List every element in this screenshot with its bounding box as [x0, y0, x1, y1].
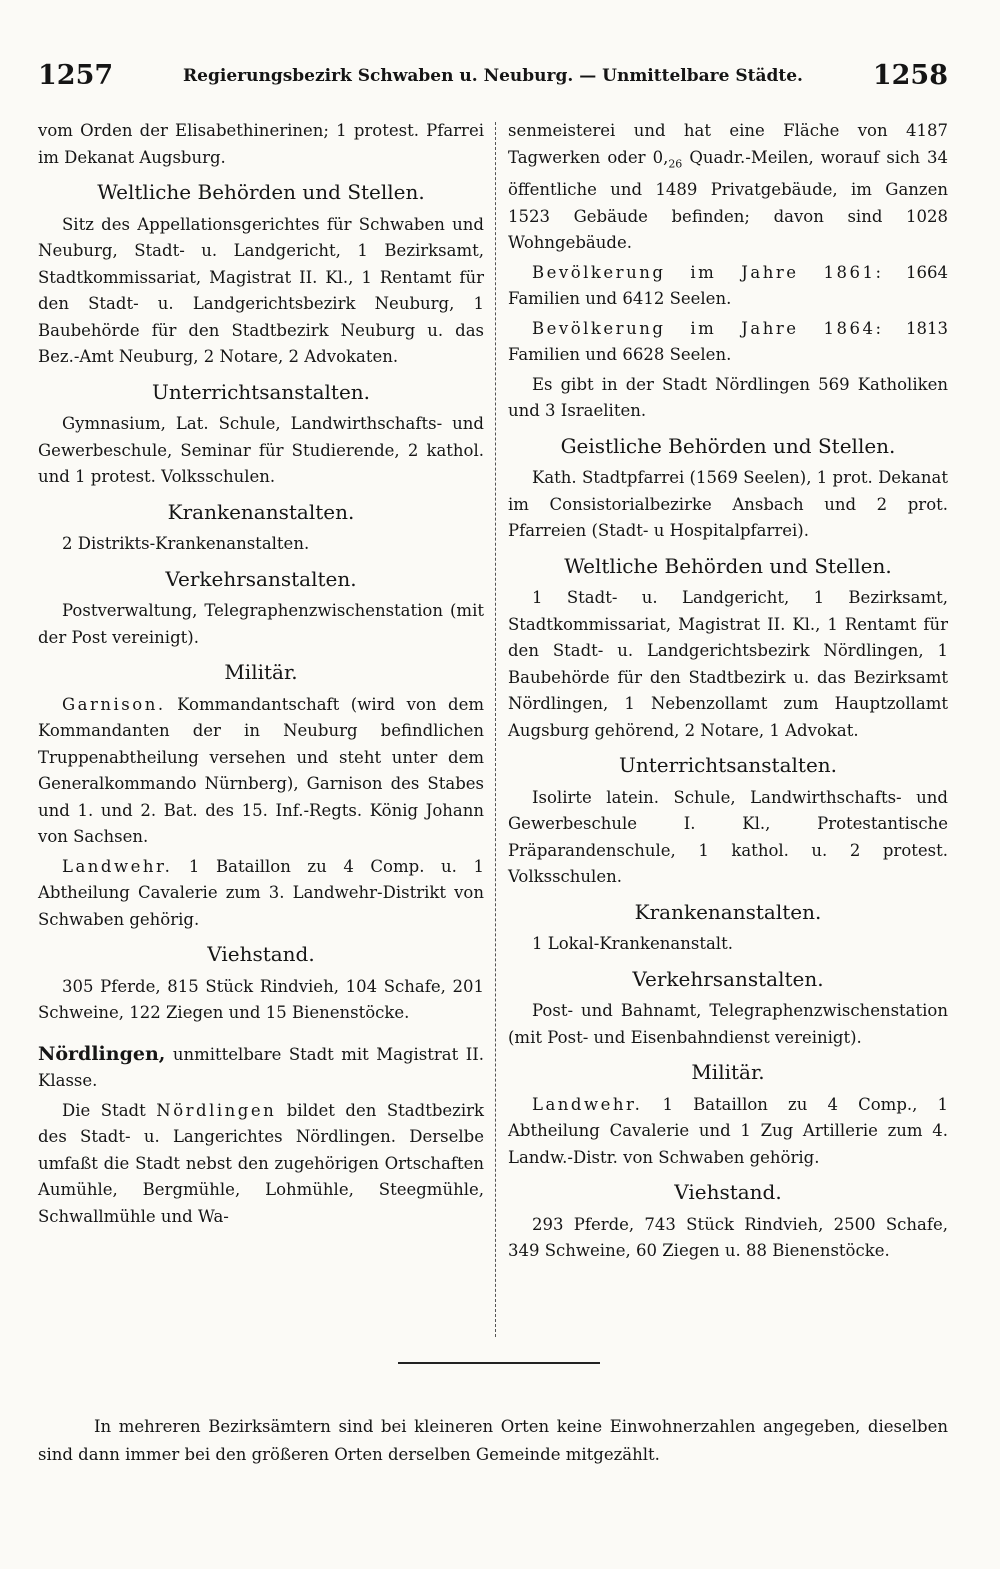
section-heading: Verkehrsanstalten.: [632, 966, 824, 991]
section-heading: Krankenanstalten.: [634, 899, 822, 924]
section-heading: Unterrichtsanstalten.: [151, 379, 371, 404]
paragraph: Bevölkerung im Jahre 1864: 1813 Familien und 6628 Seelen.: [508, 318, 949, 365]
paragraph: [38, 692, 484, 851]
section-heading: Weltliche Behörden und Stellen.: [564, 553, 892, 578]
paragraph-text: unmittelbare Stadt mit Magistrat II. Klasse.: [38, 1044, 484, 1090]
paragraph: vom Orden der Elisabethinerinen; 1 protest. Pfarrei im Dekanat Augsburg.: [38, 121, 484, 167]
spaced-label: Landwehr.: [62, 856, 173, 876]
footnote: In mehreren Bezirksämtern sind bei kleineren Orten keine Einwohnerzahlen angegeben, dieselben sind dann immer bei den größeren Orten derselben Gemeinde mitgezählt.: [38, 1417, 948, 1464]
running-title: Regierungsbezirk Schwaben u. Neuburg. — Unmittelbare Städte.: [183, 66, 803, 86]
section-heading: Viehstand.: [674, 1180, 782, 1205]
section-heading: Verkehrsanstalten.: [165, 566, 357, 591]
section-heading: Geistliche Behörden und Stellen.: [560, 433, 896, 458]
spaced-label: Landwehr.: [532, 1094, 643, 1114]
paragraph: [38, 854, 484, 934]
paragraph: Die Stadt Nördlingen bildet den Stadtbezirk des Stadt- u. Langerichtes Nördlingen. Derselbe umfaßt die Stadt nebst den zugehörigen Ortschaften Aumühle, Bergmühle, Lohmühle, Steegmühle, Schwallmühle und Wa-: [38, 1100, 485, 1226]
page-number-right: 1258: [872, 60, 948, 91]
spaced-name: Nördlingen: [156, 1100, 277, 1120]
subscript: 26: [668, 156, 683, 170]
paragraph: 2 Distrikts-Krankenanstalten.: [62, 534, 310, 553]
footnote-rule: [398, 1362, 600, 1364]
paragraph: Isolirte latein. Schule, Landwirthschafts- und Gewerbeschule I. Kl., Protestantische Präparandenschule, 1 kathol. u. 2 protest. Volksschulen.: [508, 787, 948, 887]
page-header: [38, 60, 948, 94]
paragraph-text: 1 Bataillon zu 4 Comp. u. 1 Abtheilung Cavalerie zum 3. Landwehr-Distrikt von Schwaben gehörig.: [38, 856, 484, 929]
paragraph: 1 Stadt- u. Landgericht, 1 Bezirksamt, Stadtkommissariat, Magistrat II. Kl., 1 Rentamt für den Stadt- u. Landgerichtsbezirk Nördlingen, 1 Baubehörde für den Stadtbezirk u. das Bezirksamt Nördlingen, 1 Nebenzollamt zum Hauptzollamt Augsburg gehörend, 2 Notare, 1 Advokat.: [508, 588, 948, 740]
section-heading: Krankenanstalten.: [167, 499, 355, 524]
section-heading: Militär.: [224, 660, 298, 684]
spaced-label: Bevölkerung im Jahre 1861:: [532, 262, 884, 282]
paragraph: Kath. Stadtpfarrei (1569 Seelen), 1 prot. Dekanat im Consistorialbezirke Ansbach und 2 prot. Pfarreien (Stadt- u Hospitalpfarrei).: [508, 468, 948, 541]
column-divider: [495, 122, 496, 1337]
paragraph: Gymnasium, Lat. Schule, Landwirthschafts- und Gewerbeschule, Seminar für Studierende, 2 kathol. und 1 protest. Volksschulen.: [38, 414, 484, 486]
paragraph: 293 Pferde, 743 Stück Rindvieh, 2500 Schafe, 349 Schweine, 60 Ziegen u. 88 Bienenstöcke.: [508, 1214, 948, 1261]
paragraph: 1 Lokal-Krankenanstalt.: [532, 934, 733, 954]
section-heading: Unterrichtsanstalten.: [618, 753, 838, 778]
paragraph: Post- und Bahnamt, Telegraphenzwischenstation (mit Post- und Eisenbahndienst vereinigt).: [508, 1001, 948, 1047]
section-heading: Weltliche Behörden und Stellen.: [97, 180, 425, 204]
paragraph: Bevölkerung im Jahre 1861: 1664 Familien und 6412 Seelen.: [508, 262, 949, 309]
page-number-left: 1257: [38, 60, 114, 91]
right-column: [508, 118, 948, 1268]
paragraph: Landwehr. 1 Bataillon zu 4 Comp., 1 Abtheilung Cavalerie und 1 Zug Artillerie zum 4. Landw.-Distr. von Schwaben gehörig.: [508, 1094, 948, 1167]
left-column: [38, 118, 484, 1233]
place-name: Nördlingen,: [38, 1042, 166, 1065]
place-entry: [38, 1041, 484, 1095]
paragraph: Postverwaltung, Telegraphenzwischenstation (mit der Post vereinigt).: [38, 601, 484, 647]
paragraph: Sitz des Appellationsgerichtes für Schwaben und Neuburg, Stadt- u. Landgericht, 1 Bezirksamt, Stadtkommissariat, Magistrat II. Kl., 1 Rentamt für den Stadt- u. Landgerichtsbezirk Neuburg, 1 Baubehörde für den Stadtbezirk Neuburg u. das Bez.-Amt Neuburg, 2 Notare, 2 Advokaten.: [38, 214, 484, 366]
paragraph: senmeisterei und hat eine Fläche von 4187 Tagwerken oder $0,_{26}$ Quadr.-Meilen, worauf sich 34 öffentliche und 1489 Privatgebäude, im Ganzen 1523 Gebäude befinden; davon sind 1028 Wohngebäude.: [508, 121, 949, 253]
paragraph-text: Kommandantschaft (wird von dem Kommandanten der in Neuburg befindlichen Truppenabtheilung versehen und steht unter dem Generalkommando Nürnberg), Garnison des Stabes und 1. und 2. Bat. des 15. Inf.-Regts. König Johann von Sachsen.: [38, 694, 484, 846]
spaced-label: Garnison.: [62, 694, 166, 714]
paragraph: 305 Pferde, 815 Stück Rindvieh, 104 Schafe, 201 Schweine, 122 Ziegen und 15 Bienenstöcke.: [38, 976, 484, 1022]
section-heading: Militär.: [691, 1060, 765, 1085]
section-heading: Viehstand.: [207, 942, 315, 966]
spaced-label: Bevölkerung im Jahre 1864:: [532, 318, 884, 338]
paragraph: Es gibt in der Stadt Nördlingen 569 Katholiken und 3 Israeliten.: [508, 374, 948, 421]
